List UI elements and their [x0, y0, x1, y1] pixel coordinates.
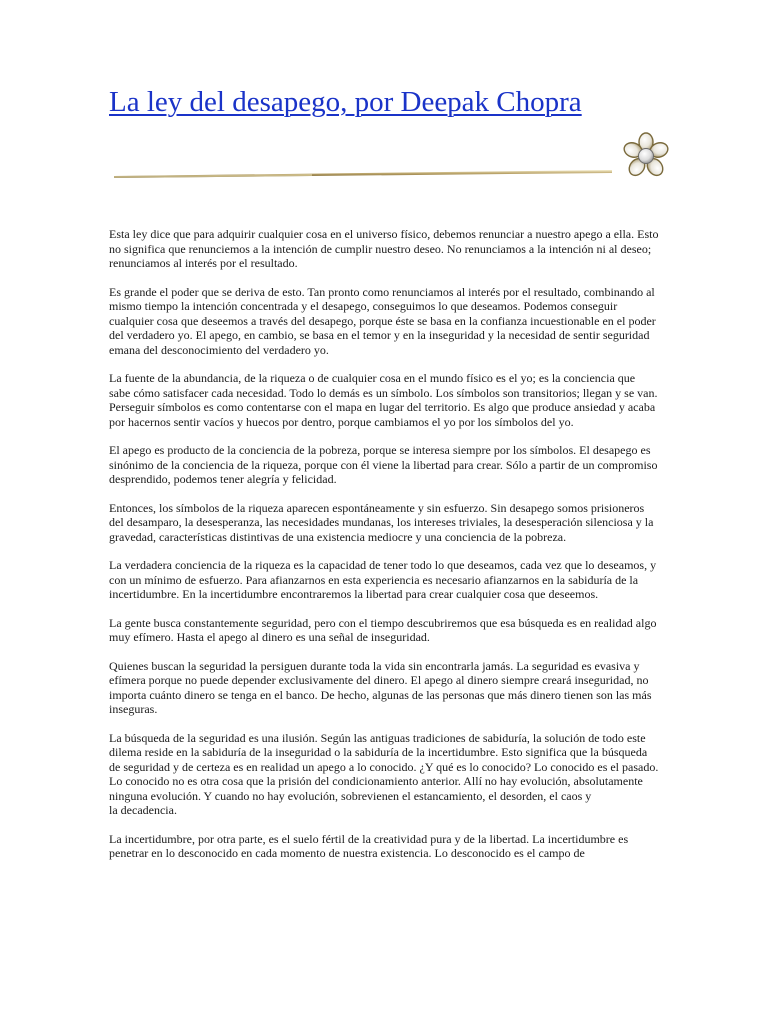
- article-paragraph: [109, 558, 659, 602]
- article-paragraph: [109, 659, 659, 717]
- paragraph-text: Quienes buscan la seguridad la persiguen durante toda la vida sin encontrarla jamás. La seguridad es evasiva y efímera porque no puede depender exclusivamente del dinero. El apego al dinero siempre creará inseguridad, no importa cuánto dinero se tenga en el banco. De hecho, algunas de las personas que más dinero tienen son las más inseguras.: [109, 658, 652, 716]
- article-paragraph: [109, 443, 659, 487]
- article-body: [109, 227, 659, 875]
- article-paragraph: [109, 832, 659, 861]
- paragraph-text: La búsqueda de la seguridad es una ilusión. Según las antiguas tradiciones de sabiduría, la solución de todo este dilema reside en la sabiduría de la inseguridad o la sabiduría de la incertidumbre. Esto significa que la búsqueda de seguridad y de certeza es en realidad un apego a lo conocido. ¿Y qué es lo conocido? Lo conocido es el pasado. Lo conocido no es otra cosa que la prisión del condicionamiento anterior. Allí no hay evolución, absolutamente ninguna evolución. Y cuando no hay evolución, sobrevienen el estancamiento, el desorden, el caos y: [109, 730, 659, 803]
- paragraph-text: El apego es producto de la conciencia de la pobreza, porque se interesa siempre por los símbolos. El desapego es sinónimo de la conciencia de la riqueza, porque con él viene la libertad para crear. Sólo a partir de un compromiso desprendido, podemos tener alegría y felicidad.: [109, 443, 658, 486]
- article-paragraph: [109, 285, 659, 358]
- paragraph-text: La fuente de la abundancia, de la riqueza o de cualquier cosa en el mundo físico es el yo; es la conciencia que sabe cómo satisfacer cada necesidad. Todo lo demás es un símbolo. Los símbolos son transitorios; llegan y se van. Perseguir símbolos es como contentarse con el mapa en lugar del territorio. Es algo que produce ansiedad y acaba por hacernos sentir vacíos y huecos por dentro, porque cambiamos el yo por los símbolos del yo.: [109, 371, 658, 429]
- article-title-link[interactable]: La ley del desapego, por Deepak Chopra: [109, 86, 582, 118]
- article-paragraph: [109, 616, 659, 645]
- paragraph-text: La gente busca constantemente seguridad, pero con el tiempo descubriremos que esa búsqueda es en realidad algo muy efímero. Hasta el apego al dinero es una señal de inseguridad.: [109, 615, 657, 644]
- paragraph-text: la decadencia.: [109, 803, 177, 817]
- article-paragraph: [109, 501, 659, 545]
- paragraph-text: La incertidumbre, por otra parte, es el suelo fértil de la creatividad pura y de la libertad. La incertidumbre es penetrar en lo desconocido en cada momento de nuestra existencia. Lo desconocido es el campo de: [109, 831, 629, 860]
- article-paragraph: [109, 227, 659, 271]
- paragraph-text: Esta ley dice que para adquirir cualquier cosa en el universo físico, debemos renunciar a nuestro apego a ella. Esto no significa que renunciemos a la intención de cumplir nuestro deseo. No renunciamos a la intención ni al deseo; renunciamos al interés por el resultado.: [109, 227, 659, 270]
- paragraph-text: Entonces, los símbolos de la riqueza aparecen espontáneamente y sin esfuerzo. Sin desapego somos prisioneros del desamparo, la desesperanza, las necesidades mundanas, los intereses triviales, la desesperación silenciosa y la gravedad, características distintivas de una existencia mediocre y una conciencia de la pobreza.: [109, 500, 654, 544]
- paragraph-text: La verdadera conciencia de la riqueza es la capacidad de tener todo lo que deseamos, cada vez que lo deseamos, y con un mínimo de esfuerzo. Para afianzarnos en esta experiencia es necesario afianzarnos en la sabiduría de la incertidumbre. En la incertidumbre encontraremos la libertad para crear cualquier cosa que deseemos.: [109, 558, 657, 601]
- flower-pin-illustration: [112, 132, 672, 202]
- paragraph-text: Es grande el poder que se deriva de esto. Tan pronto como renunciamos al interés por el resultado, combinando al mismo tiempo la intención concentrada y el desapego, conseguimos lo que deseamos. Podemos conseguir cualquier cosa que deseemos a través del desapego, porque éste se basa en la confianza incuestionable en el poder del verdadero yo. El apego, en cambio, se basa en el temor y en la inseguridad y la necesidad de sentir seguridad emana del desconocimiento del verdadero yo.: [109, 284, 656, 357]
- article-paragraph: [109, 371, 659, 429]
- article-paragraph: [109, 731, 659, 818]
